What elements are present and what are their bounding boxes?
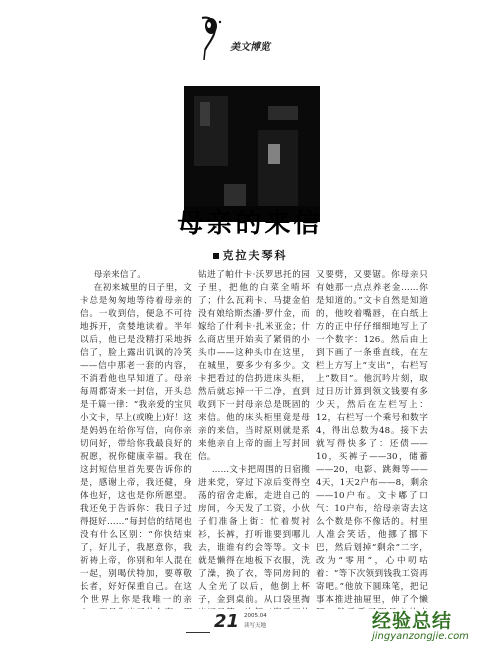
author-name: 克拉夫琴科 [222,249,288,262]
text-column-1 [80,269,192,609]
issue-date: 2005.04 [244,613,267,619]
watermark [372,606,492,642]
paragraph: ……文卡把周围的日宿搬进来党，穿过下凉后变得空荡的宿舍走廊，走进自己的房间，今天发了工资，小伙子们准备上街：忙着熨衬衫，长裤，打听谁要到哪儿去，谁谁有约会等等。文卡就是懒得在地板下衣服，洗了澡，换了衣，等同房间的人全光了以后，他倒上杯子，金到桌前。从口袋里掏 [198,465,310,605]
article-photo [184,86,320,222]
bullet-icon [213,253,219,259]
paragraph: 在初来城里的日子里，文卡总是匆匆地等待着母亲的信。一收到信，便急不可待地拆开，贪婪地读着。半年以后，他已是没精打采地拆信了，脸上露出讥讽的冷笑——信中那老一套的内容，不消看他也早知道了。母亲每周都寄来一封信，开头总是千篇一律：“我亲爱的宝贝小文卡，早上(或晚上)好！这是妈妈在给你写信，向你亲切问好，带给你我最良好的祝愿，祝你健康幸福。我在这封短信里首先要告诉你的是，感谢上帝，我还健，身体也好，这也是你所愿望。我还免于告诉你：我日子过得挺好……”每封信的结尾也没有什么区别：“你快结束了，好儿子，我愿意你，我祈祷上帝，你别和年人混在一起，别喝伏特加，要尊敬长者，好好保重自己。在这个世界上你是我唯一的亲 [80,283,192,605]
article-title: 母亲的来信 [177,209,323,239]
article-author-line [0,247,500,263]
feather-pen-icon [196,14,226,62]
page-footer [214,611,267,632]
watermark-url: jingyanzongjie.com [372,631,469,642]
watermark-text: 经验总结 [372,610,453,632]
photo-image [184,86,320,222]
page-number: 21 [214,611,240,632]
footer-divider [186,632,210,633]
section-label: 美文博览 [230,42,270,53]
text-column-2 [198,269,310,609]
paragraph: 母亲来信了。 [93,270,146,280]
paragraph: 钻进了帕什卡·沃罗思托的园子里，把他的白菜全啃坏了；什么瓦莉卡、马捷金伯没有娘给斯杰潘·罗什金，而嫁给了什利卡·扎米亚金；什么商店里开始卖了紧俏的小头巾——这种头巾在这里，在城里，要多少有多少。文卡把看过的信扔进床头柜，然后就忘掉一干二净，直到收到下一封母亲总是既固的来信。他的床头柜里竟是母亲的来信，当时原则就是系来他亲自上帝的面上写封回信。 [198,270,310,462]
paragraph: 又要劈，又要锯。你母亲只有她那一点点养老金……你是知道的。”文卡自然是知道的，他咬着嘴唇，在白纸上方的正中仔仔细细地写上了一个数字：126。然后由上到下画了一条垂直线，在左栏上方写上“支出”，右栏写上“数目”。他沉吟片刻，取过日历计算到领文钱要有多少天，然后在左栏写上：12，右栏写一个乘号和数字4，得出总数为48。接下去就写得快多了：还债——10，买裤子——30，储蓄——20，电影、跳舞等——4天，1天2户布——8，剩余——10户布。文卡嘟了口气：10户布，给母亲寄去这么个数是你不像话的。村里人准会笑话，他挪了挪下巴，然后划掉“剩余”二字，改为“零用”，心中叨咕着：“等下次领到钱我工资再寄吧。”他放下圆珠笔，把记事本推进抽屉里，伸了个懒 [316,270,428,605]
section-header [196,14,306,64]
text-column-3 [316,269,428,609]
magazine-name: 读写天地 [244,623,267,629]
